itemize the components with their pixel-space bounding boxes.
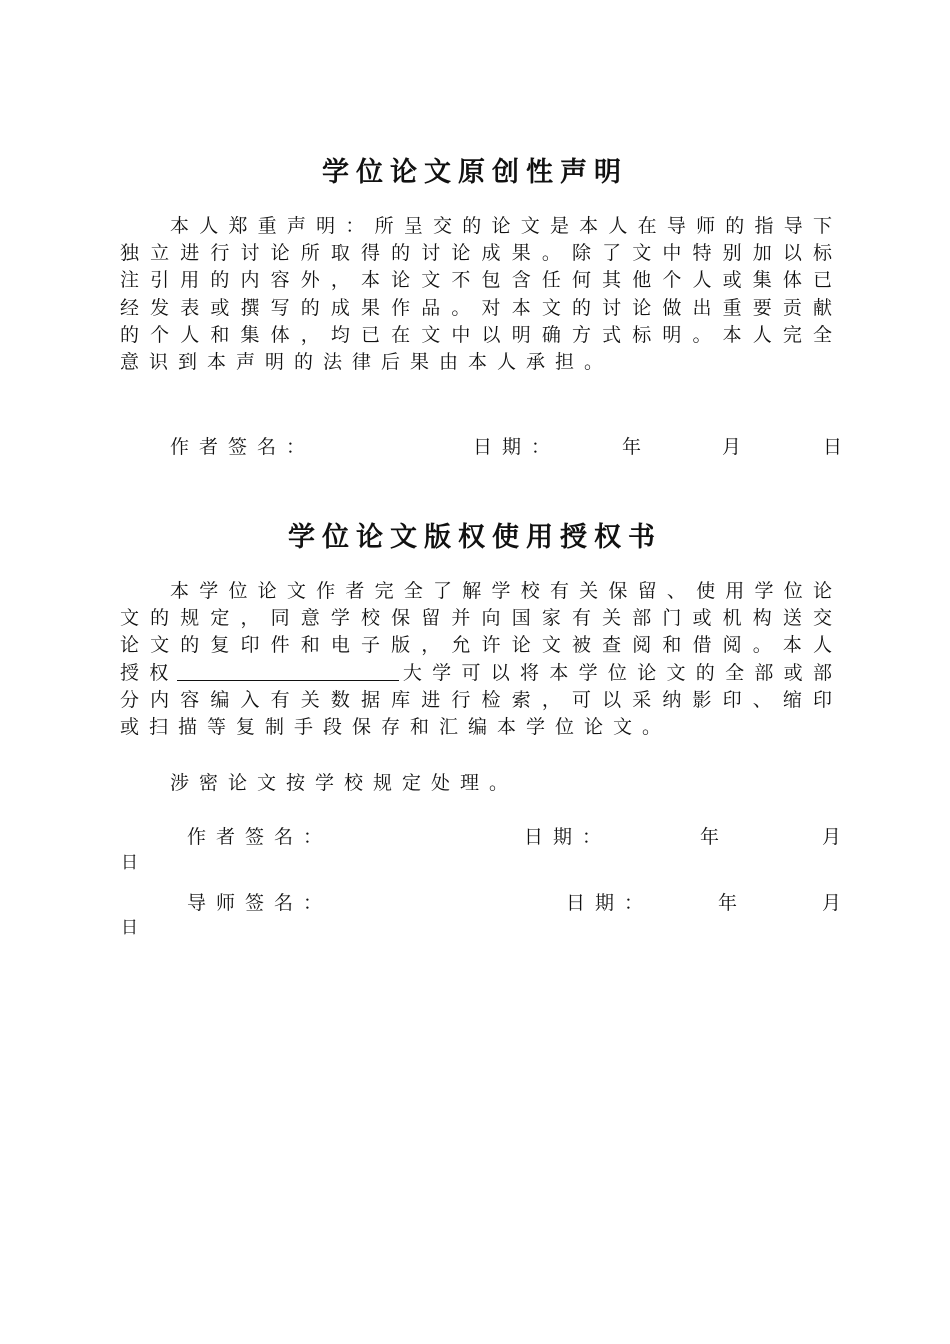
declaration-body: 本人郑重声明：所呈交的论文是本人在导师的指导下独立进行讨论所取得的讨论成果。除了文中特别加以标注引用的内容外，本论文不包含任何其他个人或集体已经发表或撰写的成果作品。对本文的讨论做出重要贡献的个人和集体，均已在文中以明确方式标明。本人完全意识到本声明的法律后果由本人承担。 xyxy=(120,215,842,374)
declaration-title: 学位论文原创性声明 xyxy=(322,157,628,188)
year-label: 年 xyxy=(718,892,748,914)
month-label: 月 xyxy=(822,826,852,848)
year-label: 年 xyxy=(622,436,652,458)
day-label: 日 xyxy=(121,918,138,938)
secret-thesis-note: 涉密论文按学校规定处理。 xyxy=(170,772,519,794)
date-label: 日期： xyxy=(524,826,612,848)
authorization-body-part-1: 本学位论文作者完全了解学校有关保留、使用学位论文的规定，同意学校保留并向国家有关部门或机构送交论文的复印件和电子版，允许论文被查阅和借阅。本人授权 xyxy=(120,580,842,684)
authorization-body-part-2: 大学可以将本学位论文的全部或部分内容编入有关数据库进行检索，可以采纳影印、缩印或扫描等复制手段保存和汇编本学位论文。 xyxy=(120,661,842,739)
month-label: 月 xyxy=(822,892,852,914)
year-label: 年 xyxy=(700,826,730,848)
date-label: 日期： xyxy=(566,892,654,914)
author-signature-label: 作者签名： xyxy=(187,826,333,848)
supervisor-signature-label: 导师签名： xyxy=(187,892,333,914)
authorization-title: 学位论文版权使用授权书 xyxy=(288,522,662,553)
month-label: 月 xyxy=(722,436,752,458)
university-name-blank[interactable] xyxy=(177,662,399,681)
day-label: 日 xyxy=(121,853,138,873)
author-signature-label: 作者签名： xyxy=(170,436,316,458)
authorization-body xyxy=(120,578,842,741)
day-label: 日 xyxy=(823,436,853,458)
date-label: 日期： xyxy=(473,436,561,458)
